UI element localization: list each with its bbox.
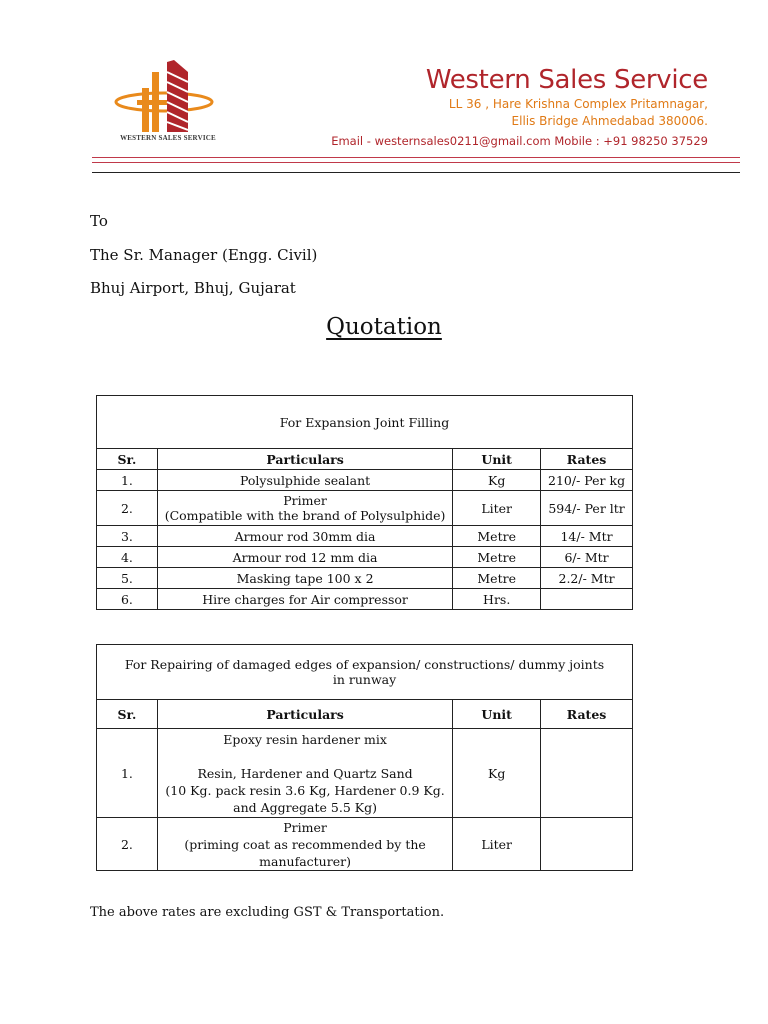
cell-unit: Liter — [453, 491, 541, 526]
footnote: The above rates are excluding GST & Transportation. — [90, 905, 445, 920]
header-rates: Rates — [541, 449, 633, 470]
particulars-line: manufacturer) — [259, 853, 351, 869]
cell-sr: 4. — [97, 547, 158, 568]
particulars-line: and Aggregate 5.5 Kg) — [233, 799, 377, 815]
table-row — [97, 491, 633, 526]
cell-sr: 2. — [97, 491, 158, 526]
header-rates: Rates — [541, 700, 633, 729]
cell-particulars: Hire charges for Air compressor — [157, 589, 452, 610]
recipient-to: To — [90, 212, 108, 230]
logo-caption: WESTERN SALES SERVICE — [120, 134, 216, 142]
particulars-line: (priming coat as recommended by the — [184, 836, 426, 852]
cell-particulars-note: (Compatible with the brand of Polysulphide) — [164, 508, 446, 523]
header-unit: Unit — [453, 700, 541, 729]
cell-particulars: Armour rod 30mm dia — [157, 526, 452, 547]
address-line-1: LL 36 , Hare Krishna Complex Pritamnagar, — [448, 97, 708, 111]
cell-unit: Metre — [453, 568, 541, 589]
particulars-line: Resin, Hardener and Quartz Sand — [197, 765, 413, 781]
cell-rate: 594/- Per ltr — [541, 491, 633, 526]
cell-unit: Kg — [453, 729, 541, 818]
cell-rate: 2.2/- Mtr — [541, 568, 633, 589]
header-sr: Sr. — [97, 700, 158, 729]
table-row — [97, 526, 633, 547]
header-particulars: Particulars — [157, 449, 452, 470]
cell-sr: 3. — [97, 526, 158, 547]
expansion-joint-table — [96, 395, 633, 610]
address-line-2: Ellis Bridge Ahmedabad 380006. — [511, 114, 708, 128]
table-row — [97, 589, 633, 610]
cell-sr: 5. — [97, 568, 158, 589]
header-divider-black — [92, 172, 740, 173]
cell-particulars-main: Primer — [283, 493, 327, 508]
cell-particulars — [157, 818, 452, 871]
cell-sr: 2. — [97, 818, 158, 871]
recipient-line-1: The Sr. Manager (Engg. Civil) — [90, 246, 318, 264]
caption-line-1: For Repairing of damaged edges of expansion/ constructions/ dummy joints — [124, 657, 605, 672]
table-caption: For Expansion Joint Filling — [97, 396, 633, 449]
recipient-line-2: Bhuj Airport, Bhuj, Gujarat — [90, 279, 296, 297]
table-row — [97, 547, 633, 568]
cell-rate — [541, 729, 633, 818]
cell-unit: Metre — [453, 526, 541, 547]
cell-rate — [541, 589, 633, 610]
company-name: Western Sales Service — [425, 65, 708, 95]
document-title: Quotation — [326, 314, 442, 340]
table-row — [97, 568, 633, 589]
cell-rate — [541, 818, 633, 871]
cell-unit: Kg — [453, 470, 541, 491]
table-row — [97, 818, 633, 871]
header-divider-red — [92, 157, 740, 163]
company-block — [331, 64, 708, 150]
header-particulars: Particulars — [157, 700, 452, 729]
cell-unit: Hrs. — [453, 589, 541, 610]
particulars-line: Primer — [283, 819, 327, 835]
cell-particulars: Masking tape 100 x 2 — [157, 568, 452, 589]
particulars-line: Epoxy resin hardener mix — [223, 731, 387, 747]
cell-particulars: Armour rod 12 mm dia — [157, 547, 452, 568]
repair-edges-table — [96, 644, 633, 871]
table-caption — [97, 645, 633, 700]
cell-sr: 6. — [97, 589, 158, 610]
particulars-line: (10 Kg. pack resin 3.6 Kg, Hardener 0.9 Kg. — [165, 782, 445, 798]
header-unit: Unit — [453, 449, 541, 470]
table-row — [97, 470, 633, 491]
cell-particulars: Polysulphide sealant — [157, 470, 452, 491]
caption-line-2: in runway — [332, 672, 397, 687]
table-row — [97, 729, 633, 818]
cell-rate: 14/- Mtr — [541, 526, 633, 547]
cell-rate: 210/- Per kg — [541, 470, 633, 491]
building-logo-icon — [112, 58, 224, 138]
cell-sr: 1. — [97, 470, 158, 491]
cell-sr: 1. — [97, 729, 158, 818]
cell-unit: Metre — [453, 547, 541, 568]
contact-line: Email - westernsales0211@gmail.com Mobile : +91 98250 37529 — [331, 134, 708, 148]
cell-rate: 6/- Mtr — [541, 547, 633, 568]
cell-particulars — [157, 729, 452, 818]
header-sr: Sr. — [97, 449, 158, 470]
cell-particulars — [157, 491, 452, 526]
cell-unit: Liter — [453, 818, 541, 871]
